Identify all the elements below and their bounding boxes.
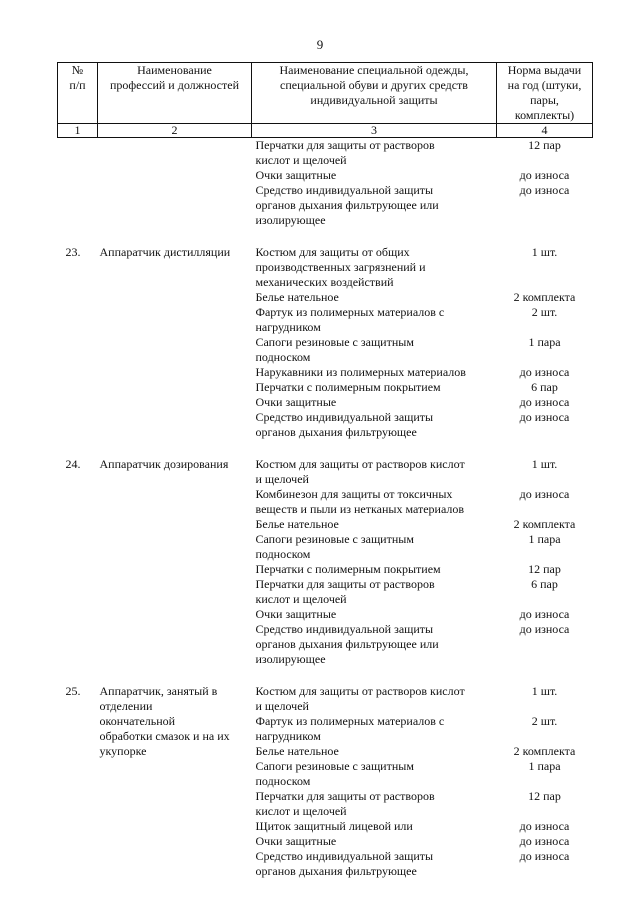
norm-value — [497, 305, 593, 335]
norm-value-text: до износа — [519, 487, 570, 501]
norm-value — [497, 577, 593, 607]
equipment-item — [256, 562, 495, 577]
equipment-item — [256, 245, 495, 290]
equipment-item-line: и щелочей — [255, 472, 309, 486]
page-number: 9 — [316, 37, 324, 52]
equipment-item-line: органов дыхания фильтрующее — [255, 425, 417, 439]
profession-line: Аппаратчик, занятый в — [99, 684, 218, 698]
row-spacer — [58, 667, 593, 684]
norm-value — [497, 365, 593, 380]
equipment-item-line: Очки защитные — [255, 834, 337, 848]
equipment-item — [256, 138, 495, 168]
equipment-item — [256, 744, 495, 759]
equipment-item — [256, 517, 495, 532]
norm-value — [497, 819, 593, 834]
equipment-item-line: кислот и щелочей — [255, 804, 347, 818]
equipment-list — [252, 457, 497, 667]
equipment-item-line: органов дыхания фильтрующее или — [255, 198, 439, 212]
table-row — [58, 245, 593, 440]
equipment-item-line: нагрудником — [255, 729, 321, 743]
norm-value-text: 2 комплекта — [513, 744, 576, 758]
equipment-item — [256, 290, 495, 305]
equipment-item — [256, 789, 495, 819]
equipment-item-line: Белье нательное — [255, 517, 339, 531]
norm-value-text: 6 пар — [531, 380, 558, 394]
row-number-text: 23. — [65, 245, 81, 259]
equipment-item — [256, 834, 495, 849]
norm-value — [497, 395, 593, 410]
equipment-item — [256, 395, 495, 410]
equipment-item — [256, 684, 495, 714]
equipment-item — [256, 457, 495, 487]
profession-name — [98, 138, 252, 229]
norm-value-text: до износа — [519, 622, 570, 636]
norm-list — [497, 684, 593, 879]
equipment-item-line: подноском — [255, 774, 311, 788]
equipment-item-line: органов дыхания фильтрующее — [255, 864, 417, 878]
norm-value-text: 1 шт. — [531, 457, 558, 471]
norm-value-text: 1 шт. — [531, 684, 558, 698]
norm-value — [497, 183, 593, 228]
norm-value-text: 12 пар — [528, 789, 561, 803]
equipment-item — [256, 849, 495, 879]
equipment-item-line: Перчатки с полимерным покрытием — [255, 562, 441, 576]
equipment-item-line: Средство индивидуальной защиты — [255, 410, 434, 424]
equipment-item-line: Комбинезон для защиты от токсичных — [255, 487, 453, 501]
header-col-norm: Норма выдачи на год (штуки, пары, комплекты) — [497, 63, 593, 124]
header-col-profession: Наименование профессий и должностей — [98, 63, 252, 124]
equipment-item-line: Белье нательное — [255, 744, 339, 758]
equipment-item-line: Очки защитные — [255, 168, 337, 182]
equipment-item — [256, 607, 495, 622]
protective-equipment-table — [57, 62, 593, 879]
column-number: 2 — [98, 124, 252, 138]
equipment-item — [256, 305, 495, 335]
table-row — [58, 684, 593, 879]
equipment-item-line: Средство индивидуальной защиты — [255, 622, 434, 636]
row-number — [58, 684, 98, 879]
equipment-list — [252, 245, 497, 440]
row-number — [58, 138, 98, 229]
equipment-item — [256, 168, 495, 183]
equipment-item — [256, 577, 495, 607]
equipment-item-line: Фартук из полимерных материалов с — [255, 305, 445, 319]
norm-value — [497, 744, 593, 759]
table-row — [58, 138, 593, 229]
norm-value-text: 6 пар — [531, 577, 558, 591]
equipment-item-line: Белье нательное — [255, 290, 339, 304]
profession-name — [98, 684, 252, 879]
norm-value-text: 2 комплекта — [513, 290, 576, 304]
equipment-item — [256, 365, 495, 380]
row-spacer — [58, 228, 593, 245]
spacer-cell — [58, 667, 593, 684]
equipment-item — [256, 819, 495, 834]
norm-value-text: до износа — [519, 365, 570, 379]
norm-list — [497, 138, 593, 229]
table-row — [58, 457, 593, 667]
column-number: 4 — [497, 124, 593, 138]
equipment-item-line: веществ и пыли из нетканых материалов — [255, 502, 465, 516]
equipment-item-line: Фартук из полимерных материалов с — [255, 714, 445, 728]
norm-value — [497, 622, 593, 667]
equipment-item-line: Сапоги резиновые с защитным — [255, 759, 414, 773]
spacer-cell — [58, 440, 593, 457]
norm-value — [497, 380, 593, 395]
norm-value-text: до износа — [519, 183, 570, 197]
equipment-item — [256, 532, 495, 562]
column-number: 1 — [58, 124, 98, 138]
equipment-item-line: и щелочей — [255, 699, 309, 713]
norm-value — [497, 290, 593, 305]
profession-line: обработки смазок и на их — [99, 729, 230, 743]
norm-value — [497, 517, 593, 532]
equipment-item-line: Сапоги резиновые с защитным — [255, 532, 414, 546]
equipment-item-line: кислот и щелочей — [255, 153, 347, 167]
spacer-cell — [58, 228, 593, 245]
norm-value — [497, 714, 593, 744]
equipment-item-line: Перчатки для защиты от растворов — [255, 789, 435, 803]
equipment-item-line: Костюм для защиты от растворов кислот — [255, 684, 465, 698]
row-number-text — [66, 138, 98, 153]
equipment-item-line: Костюм для защиты от растворов кислот — [255, 457, 465, 471]
norm-value-text: до износа — [519, 834, 570, 848]
equipment-item — [256, 622, 495, 667]
row-number — [58, 245, 98, 440]
norm-value — [497, 245, 593, 290]
norm-value — [497, 789, 593, 819]
norm-value-text: 1 пара — [528, 335, 561, 349]
equipment-item-line: органов дыхания фильтрующее или — [255, 637, 439, 651]
equipment-item-line: Нарукавники из полимерных материалов — [255, 365, 466, 379]
norm-value — [497, 834, 593, 849]
norm-value — [497, 335, 593, 365]
profession-name — [98, 457, 252, 667]
norm-value — [497, 562, 593, 577]
column-number: 3 — [252, 124, 497, 138]
norm-value-text: до износа — [519, 395, 570, 409]
profession-line: Аппаратчик дозирования — [99, 457, 229, 471]
profession-name — [98, 245, 252, 440]
equipment-item-line: Перчатки для защиты от растворов — [255, 138, 435, 152]
equipment-item-line: Средство индивидуальной защиты — [255, 849, 434, 863]
norm-value-text: до износа — [519, 168, 570, 182]
table-body — [58, 138, 593, 880]
norm-value-text: до износа — [519, 849, 570, 863]
column-number-row — [58, 124, 593, 138]
norm-value-text: до износа — [519, 819, 570, 833]
equipment-item-line: Очки защитные — [255, 607, 337, 621]
equipment-item — [256, 380, 495, 395]
norm-value-text: до износа — [519, 410, 570, 424]
norm-value — [497, 487, 593, 517]
equipment-item — [256, 410, 495, 440]
norm-value-text: 2 шт. — [531, 305, 558, 319]
equipment-item-line: Костюм для защиты от общих — [255, 245, 410, 259]
equipment-item-line: Перчатки с полимерным покрытием — [255, 380, 441, 394]
norm-value-text: 1 пара — [528, 759, 561, 773]
norm-value — [497, 168, 593, 183]
equipment-item — [256, 714, 495, 744]
equipment-item-line: производственных загрязнений и — [255, 260, 426, 274]
header-col-number: № п/п — [58, 63, 98, 124]
norm-value-text: 2 шт. — [531, 714, 558, 728]
equipment-item-line: подноском — [255, 350, 311, 364]
equipment-item-line: Сапоги резиновые с защитным — [255, 335, 414, 349]
equipment-item-line: подноском — [255, 547, 311, 561]
norm-value-text: 12 пар — [528, 138, 561, 152]
norm-list — [497, 457, 593, 667]
row-number-text: 25. — [65, 684, 81, 698]
equipment-list — [252, 138, 497, 229]
equipment-item — [256, 759, 495, 789]
norm-value-text: 2 комплекта — [513, 517, 576, 531]
norm-value — [497, 849, 593, 879]
equipment-item — [256, 335, 495, 365]
equipment-item-line: Щиток защитный лицевой или — [255, 819, 413, 833]
row-number-text: 24. — [65, 457, 81, 471]
header-col-equipment: Наименование специальной одежды, специальной обуви и других средств индивидуальной защиты — [252, 63, 497, 124]
equipment-item-line: изолирующее — [255, 213, 326, 227]
table-header-row — [58, 63, 593, 124]
equipment-item — [256, 487, 495, 517]
profession-line: укупорке — [99, 744, 147, 758]
profession-line: окончательной — [99, 714, 176, 728]
norm-value-text: до износа — [519, 607, 570, 621]
row-spacer — [58, 440, 593, 457]
equipment-item-line: нагрудником — [255, 320, 321, 334]
equipment-item-line: механических воздействий — [255, 275, 394, 289]
norm-value-text: 1 шт. — [531, 245, 558, 259]
equipment-item-line: кислот и щелочей — [255, 592, 347, 606]
norm-value — [497, 759, 593, 789]
profession-line: отделении — [99, 699, 153, 713]
norm-list — [497, 245, 593, 440]
norm-value — [497, 410, 593, 440]
row-number — [58, 457, 98, 667]
norm-value — [497, 607, 593, 622]
equipment-item-line: изолирующее — [255, 652, 326, 666]
equipment-item-line: Очки защитные — [255, 395, 337, 409]
norm-value — [497, 457, 593, 487]
equipment-item-line: Средство индивидуальной защиты — [255, 183, 434, 197]
norm-value — [497, 138, 593, 168]
equipment-item-line: Перчатки для защиты от растворов — [255, 577, 435, 591]
profession-line: Аппаратчик дистилляции — [99, 245, 231, 259]
equipment-item — [256, 183, 495, 228]
equipment-list — [252, 684, 497, 879]
norm-value — [497, 684, 593, 714]
norm-value — [497, 532, 593, 562]
norm-value-text: 1 пара — [528, 532, 561, 546]
norm-value-text: 12 пар — [528, 562, 561, 576]
